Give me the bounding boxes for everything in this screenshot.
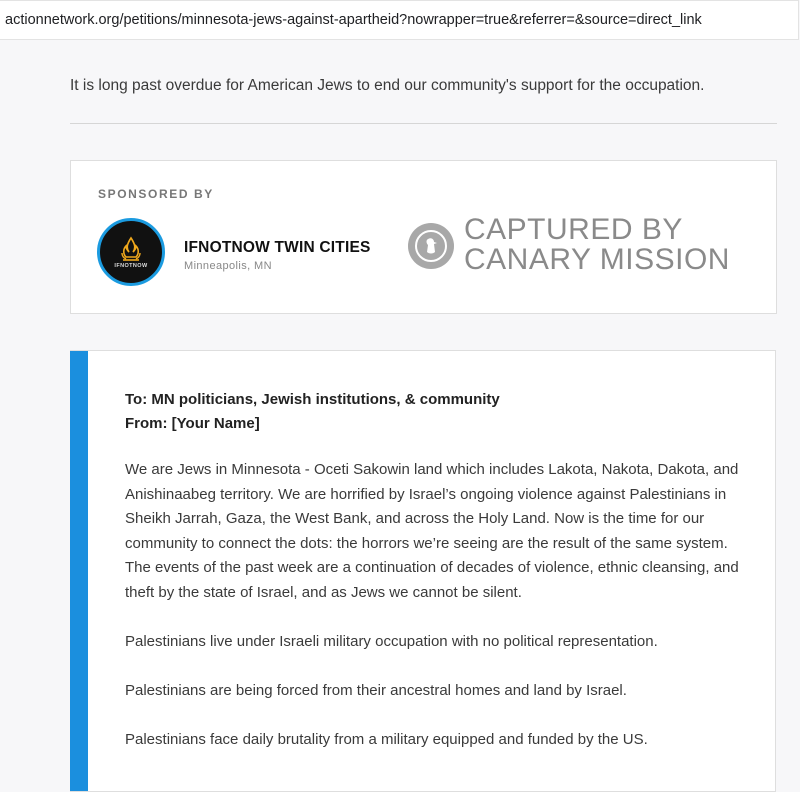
- address-bar[interactable]: [0, 0, 799, 40]
- letter-accent-bar: [70, 351, 88, 791]
- letter-to: To: MN politicians, Jewish institutions, & community: [125, 391, 500, 408]
- letter-paragraph: Palestinians are being forced from their ancestral homes and land by Israel.: [125, 682, 627, 699]
- letter-paragraph: Palestinians live under Israeli military occupation with no political representation.: [125, 633, 658, 650]
- sponsor-card: [70, 160, 777, 314]
- letter-from: From: [Your Name]: [125, 415, 260, 432]
- logo-text: IFNOTNOW: [114, 262, 148, 269]
- org-location: Minneapolis, MN: [184, 260, 272, 272]
- org-name-link[interactable]: IFNOTNOW TWIN CITIES: [184, 239, 371, 256]
- stamp-line-2: CANARY MISSION: [464, 243, 730, 276]
- petition-letter-card: [70, 350, 776, 792]
- url-text[interactable]: actionnetwork.org/petitions/minnesota-jews-against-apartheid?nowrapper=true&referrer=&source=direct_link: [5, 12, 702, 28]
- sponsored-by-label: SPONSORED BY: [98, 187, 214, 201]
- letter-paragraph: We are Jews in Minnesota - Oceti Sakowin land which includes Lakota, Nakota, Dakota, and Anishinaabeg territory. We are horrified by Israel’s ongoing violence against Palestinians in Sheikh Jarrah, Gaza, the West Bank, and across the Holy Land. Now is the time for our community to connect the dots: the horrors we’re seeing are the result of the same system. The events of the past week are a continuation of decades of violence, ethnic cleansing, and theft by the state of Israel, and as Jews we cannot be silent.: [125, 461, 739, 601]
- captured-stamp-text: [464, 215, 730, 275]
- flame-icon: [116, 236, 146, 262]
- letter-paragraph: Palestinians face daily brutality from a military equipped and funded by the US.: [125, 731, 648, 748]
- divider: [70, 123, 777, 124]
- bird-icon: [411, 226, 451, 266]
- intro-text: It is long past overdue for American Jews to end our community's support for the occupation.: [70, 77, 705, 94]
- stamp-line-1: CAPTURED BY: [464, 213, 683, 246]
- canary-bird-icon: [408, 223, 454, 269]
- ifnotnow-logo[interactable]: [97, 218, 165, 286]
